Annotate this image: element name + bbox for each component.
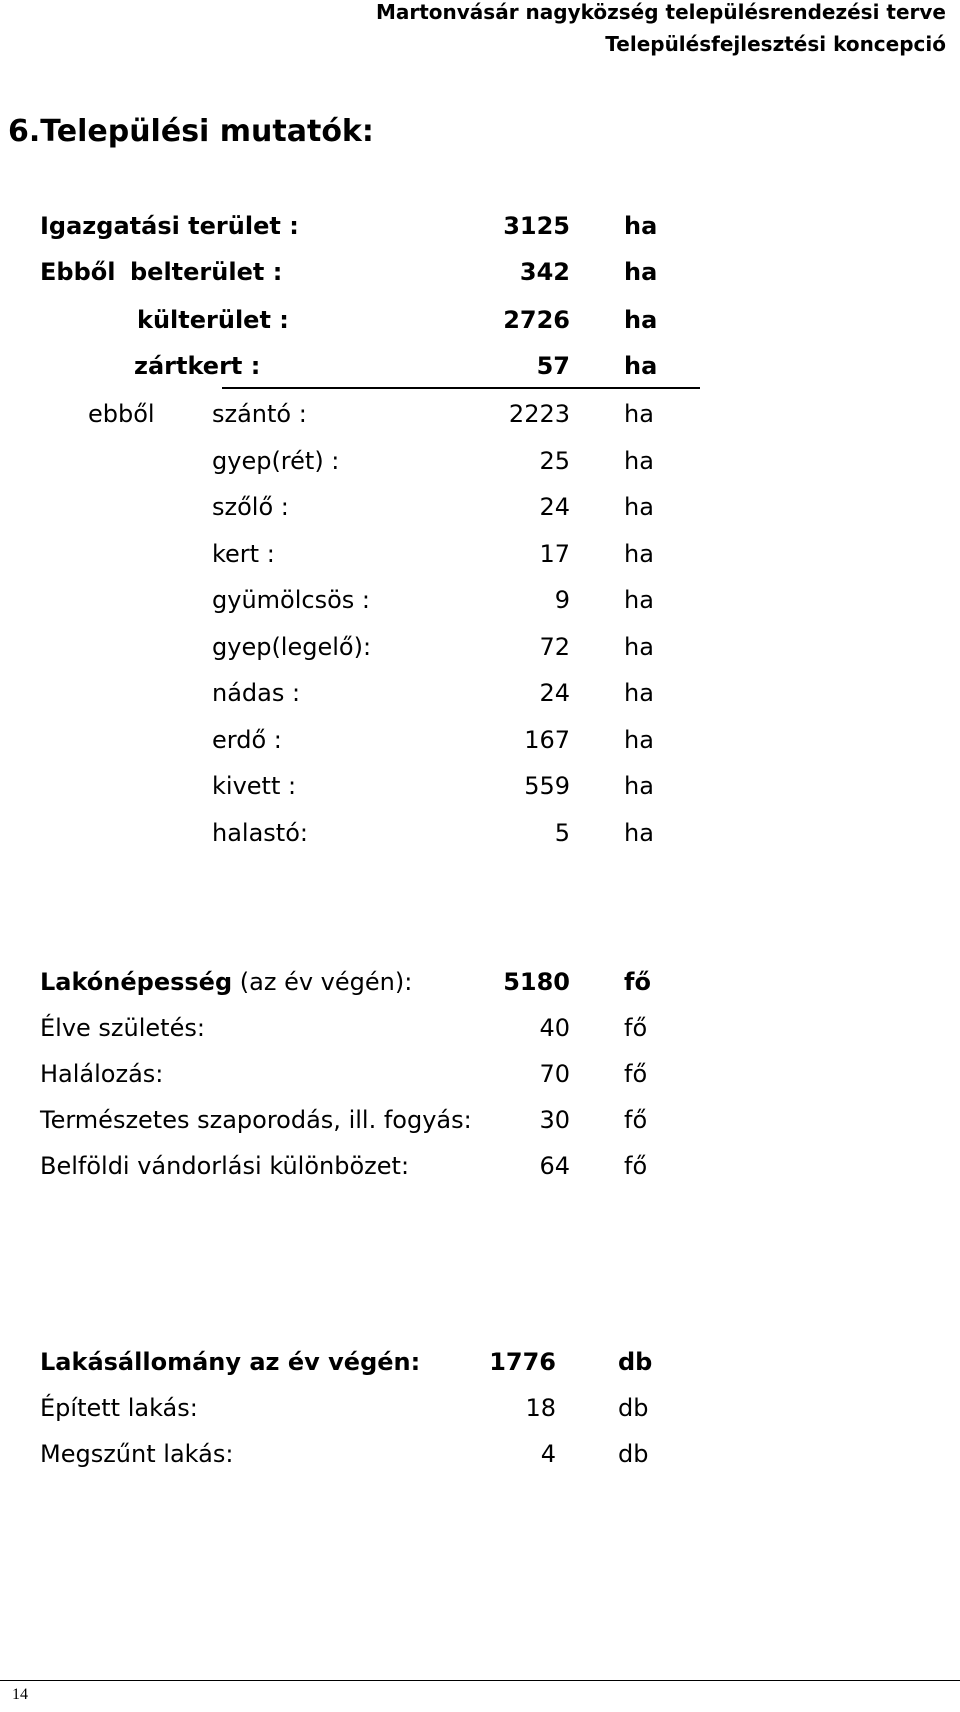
row-unit: ha — [624, 586, 654, 614]
row-label: kivett : — [212, 772, 297, 800]
population-unit: fő — [624, 968, 651, 996]
subtotal-rule — [222, 387, 700, 389]
inner-area-value: 342 — [519, 258, 570, 286]
row-unit: ha — [624, 400, 654, 428]
row-value: 24 — [539, 493, 570, 521]
admin-area-value: 3125 — [503, 212, 570, 240]
row-unit: ha — [624, 539, 654, 568]
row-value: 40 — [539, 1014, 570, 1042]
row-unit: fő — [624, 1106, 648, 1134]
inner-area-label: belterület : — [130, 258, 283, 286]
row-unit: fő — [624, 1060, 648, 1088]
header-title: Martonvásár nagyközség településrendezési terve — [375, 0, 946, 24]
row-label: Halálozás: — [40, 1060, 164, 1088]
row-value: 18 — [525, 1394, 556, 1422]
row-value: 17 — [539, 539, 570, 568]
population-value: 5180 — [503, 968, 570, 996]
page-number: 14 — [12, 1686, 28, 1703]
housing-value: 1776 — [489, 1348, 556, 1376]
row-unit: fő — [624, 1152, 648, 1180]
housing-unit: db — [618, 1348, 653, 1376]
row-label: szőlő : — [212, 493, 289, 521]
row-unit: ha — [624, 632, 654, 661]
closed-garden-value: 57 — [536, 352, 570, 380]
breakdown-prefix: ebből — [88, 400, 155, 428]
row-value: 9 — [554, 586, 570, 614]
row-value: 167 — [524, 725, 570, 754]
row-unit: ha — [624, 818, 654, 847]
population-title — [40, 968, 412, 996]
row-unit: fő — [624, 1014, 648, 1042]
closed-garden-label: zártkert : — [134, 352, 261, 380]
population-title-bold: Lakónépesség — [40, 968, 233, 996]
row-value: 64 — [539, 1152, 570, 1180]
row-label: gyep(legelő): — [212, 632, 372, 661]
outer-area-unit: ha — [624, 306, 658, 334]
row-unit: ha — [624, 446, 654, 475]
row-unit: ha — [624, 725, 654, 754]
admin-area-unit: ha — [624, 212, 658, 240]
admin-area-label: Igazgatási terület : — [40, 212, 299, 240]
row-value: 2223 — [508, 400, 570, 428]
closed-garden-unit: ha — [624, 352, 658, 380]
row-label: Természetes szaporodás, ill. fogyás: — [40, 1106, 472, 1134]
row-label: nádas : — [212, 679, 301, 707]
housing-title: Lakásállomány az év végén: — [40, 1348, 421, 1376]
row-unit: db — [618, 1394, 649, 1422]
row-value: 5 — [554, 818, 570, 847]
footer-rule — [0, 1680, 960, 1681]
row-value: 25 — [539, 446, 570, 475]
inner-area-unit: ha — [624, 258, 658, 286]
section-title: 6.Települési mutatók: — [8, 114, 374, 149]
row-value: 72 — [539, 632, 570, 661]
row-label: Megszűnt lakás: — [40, 1440, 234, 1468]
row-value: 559 — [524, 772, 570, 800]
row-unit: ha — [624, 772, 654, 800]
row-label: Épített lakás: — [40, 1394, 198, 1422]
row-label: gyep(rét) : — [212, 446, 340, 475]
row-value: 24 — [539, 679, 570, 707]
outer-area-label: külterület : — [137, 306, 289, 334]
row-value: 4 — [540, 1440, 556, 1468]
row-unit: db — [618, 1440, 649, 1468]
outer-area-value: 2726 — [503, 306, 570, 334]
row-value: 30 — [539, 1106, 570, 1134]
row-label: erdő : — [212, 725, 282, 754]
row-label: gyümölcsös : — [212, 586, 370, 614]
row-label: kert : — [212, 539, 275, 568]
row-unit: ha — [624, 493, 654, 521]
row-label: Élve születés: — [40, 1014, 205, 1042]
row-label: halastó: — [212, 818, 308, 847]
row-label: Belföldi vándorlási különbözet: — [40, 1152, 410, 1180]
row-value: 70 — [539, 1060, 570, 1088]
header-subtitle: Településfejlesztési koncepció — [605, 32, 946, 56]
row-label: szántó : — [212, 400, 307, 428]
row-unit: ha — [624, 679, 654, 707]
population-title-rest: (az év végén): — [232, 968, 413, 996]
inner-area-prefix: Ebből — [40, 258, 116, 286]
